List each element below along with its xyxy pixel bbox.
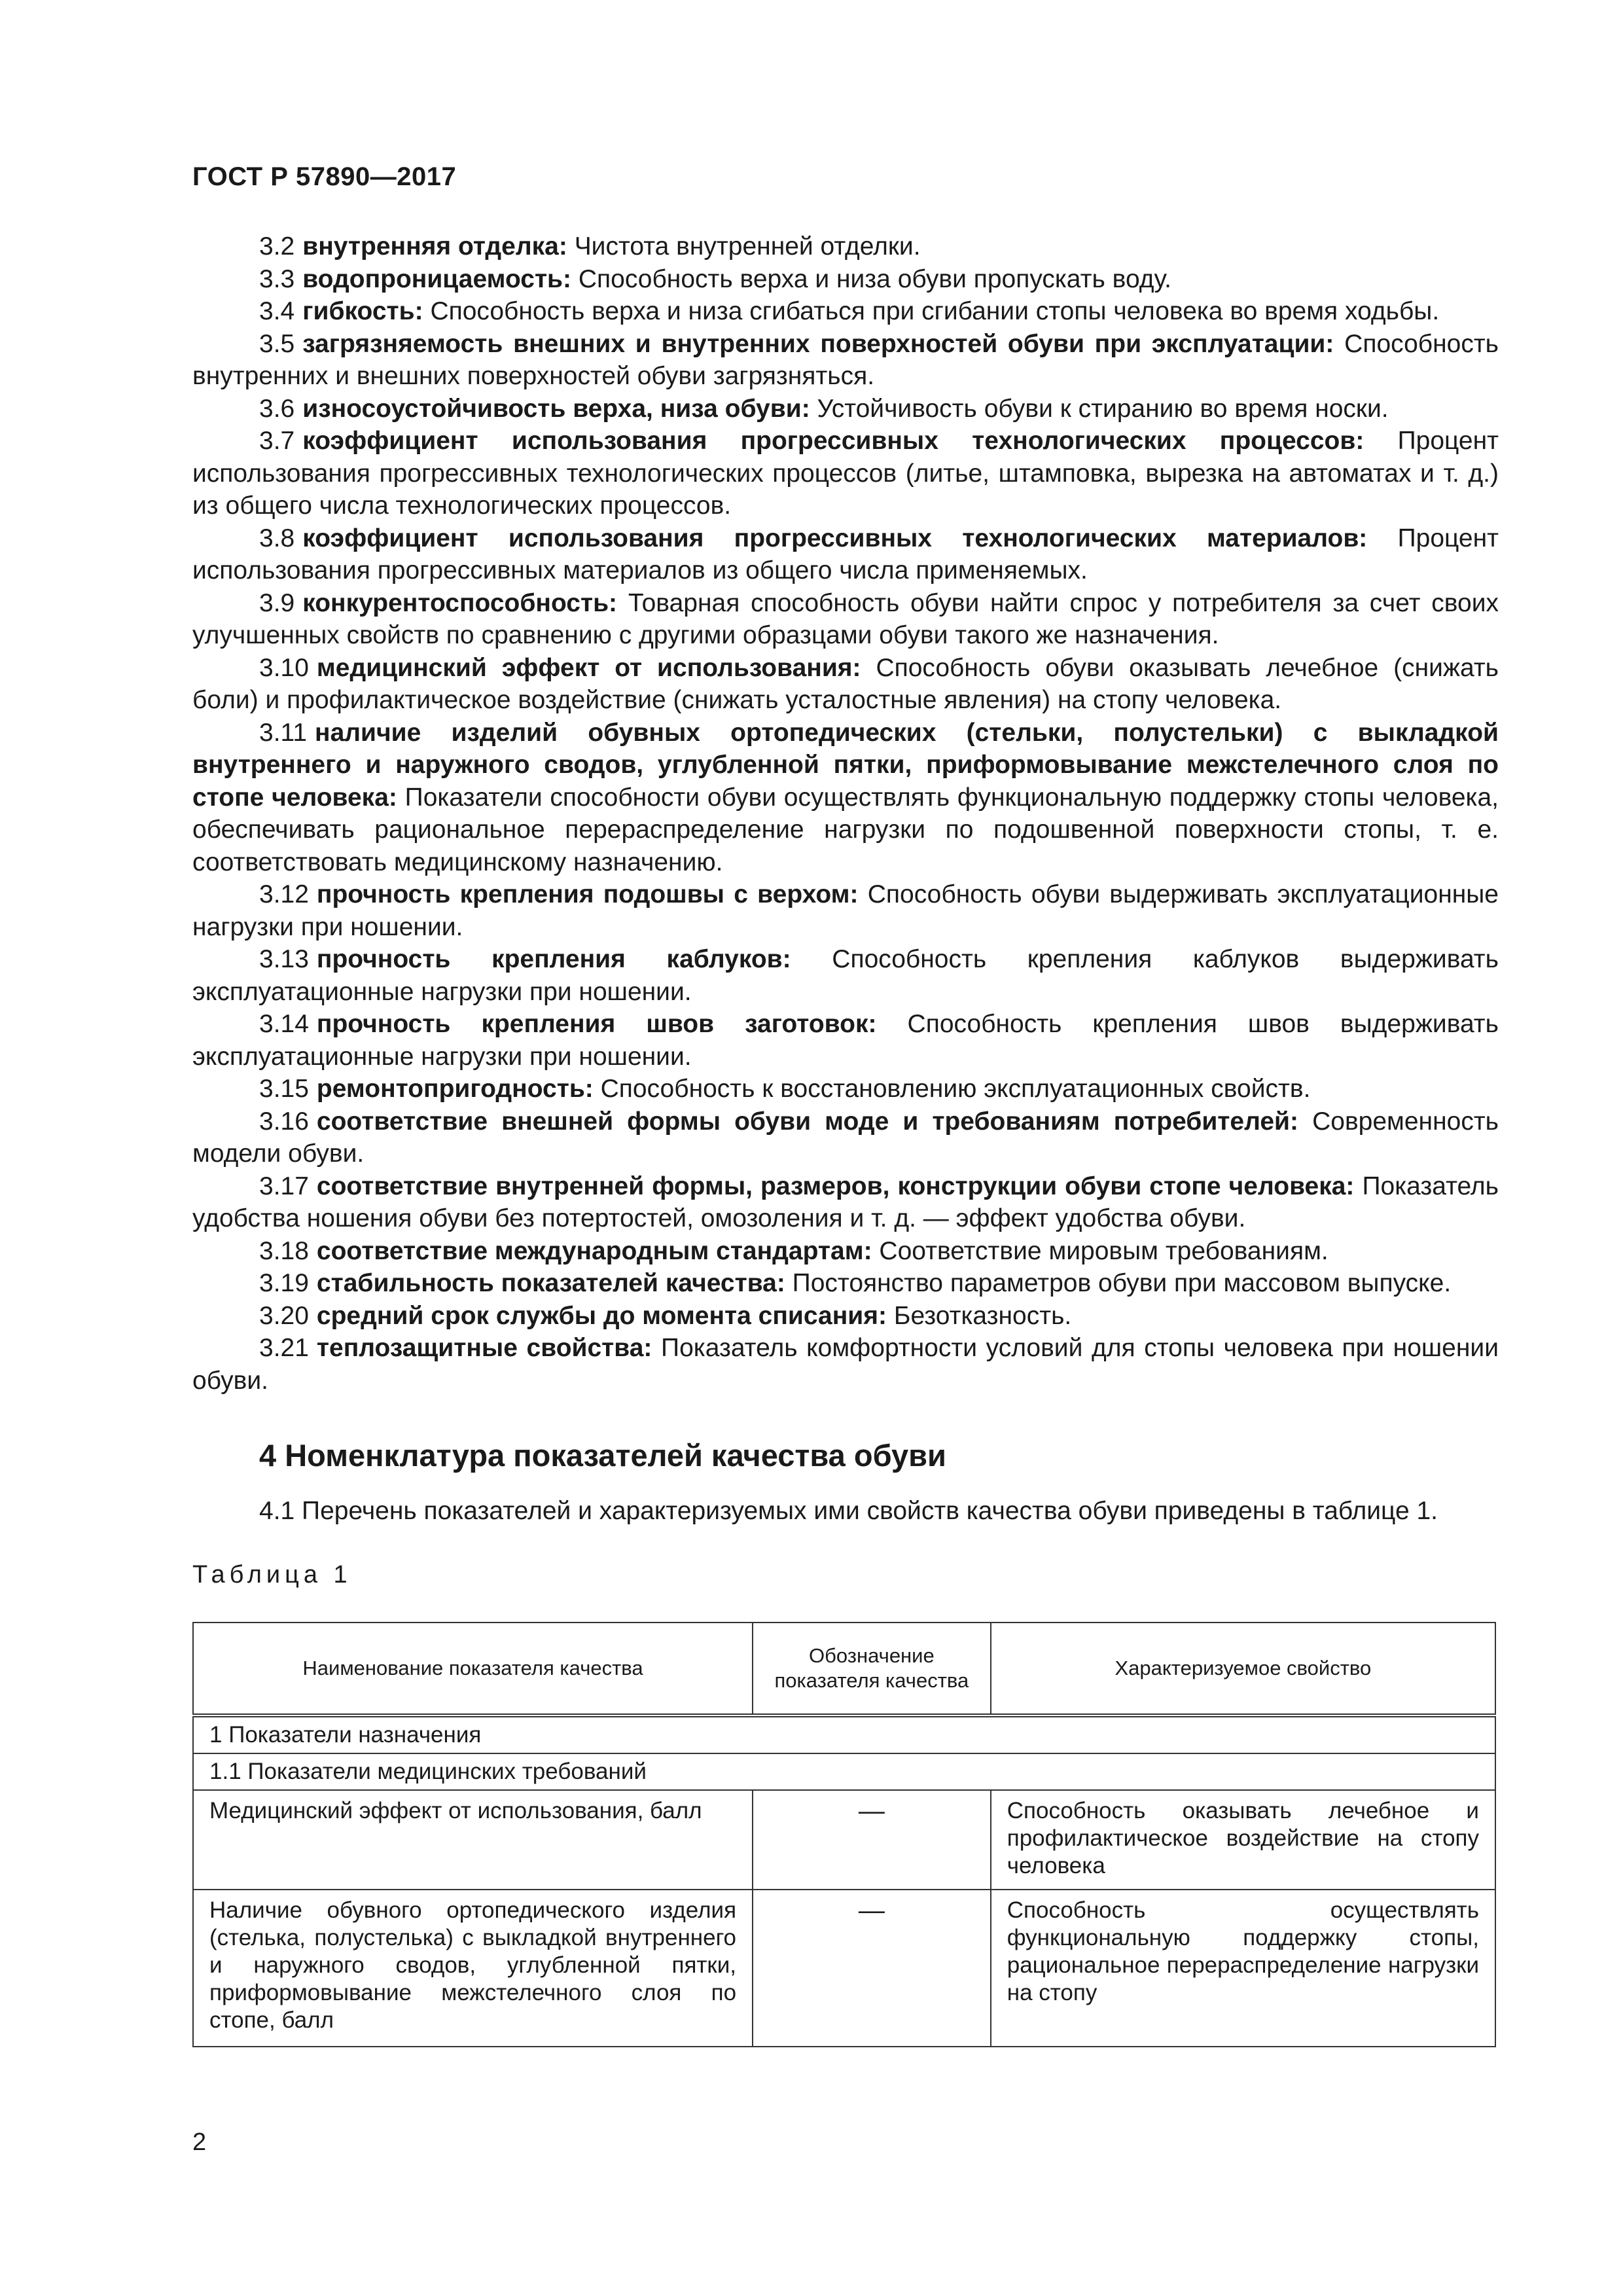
def-number: 3.14	[259, 1010, 309, 1038]
subgroup-label: 1.1 Показатели медицинских требований	[193, 1753, 1495, 1790]
def-text: Соответствие мировым требованиям.	[879, 1236, 1329, 1265]
table-row	[193, 1790, 1495, 1890]
def-number: 3.18	[259, 1236, 309, 1265]
table-group-row	[193, 1715, 1495, 1753]
def-number: 3.9	[259, 588, 295, 617]
def-number: 3.8	[259, 524, 295, 552]
def-number: 3.5	[259, 329, 295, 358]
def-text: Устойчивость обуви к стиранию во время носки.	[817, 394, 1389, 423]
section-4-title: 4 Номенклатура показателей качества обуви	[259, 1438, 946, 1473]
paragraph-4-1: 4.1 Перечень показателей и характеризуемых ими свойств качества обуви приведены в таблице 1.	[259, 1497, 1438, 1525]
def-text: Товарная способность обуви найти спрос у потребителя за счет своих улучшенных свойств по сравнению с другими образцами обуви такого же назначения.	[192, 588, 1499, 649]
def-number: 3.2	[259, 232, 295, 260]
def-text: Способность внутренних и внешних поверхностей обуви загрязняться.	[192, 329, 1499, 390]
definition-3-18	[192, 1235, 1499, 1268]
definition-3-19	[192, 1267, 1499, 1300]
def-text: Способность крепления каблуков выдерживать эксплуатационные нагрузки при ношении.	[192, 945, 1499, 1006]
def-term: соответствие международным стандартам:	[316, 1236, 872, 1265]
definition-3-15	[192, 1073, 1499, 1105]
table-subgroup-row	[193, 1753, 1495, 1790]
definition-3-9	[192, 587, 1499, 652]
def-term: конкурентоспособность:	[302, 588, 618, 617]
definition-3-21	[192, 1332, 1499, 1397]
def-term: коэффициент использования прогрессивных технологических материалов:	[302, 524, 1368, 552]
def-number: 3.12	[259, 880, 309, 908]
column-header-property: Характеризуемое свойство	[991, 1623, 1495, 1715]
quality-indicators-table	[192, 1622, 1496, 2047]
def-term: прочность крепления каблуков:	[316, 945, 791, 973]
definition-3-11	[192, 717, 1499, 879]
definition-3-14	[192, 1008, 1499, 1073]
column-header-name: Наименование показателя качества	[193, 1623, 753, 1715]
def-number: 3.6	[259, 394, 295, 423]
definition-3-13	[192, 943, 1499, 1008]
def-term: теплозащитные свойства:	[316, 1334, 652, 1362]
def-term: загрязняемость внешних и внутренних поверхностей обуви при эксплуатации:	[302, 329, 1334, 358]
def-number: 3.21	[259, 1334, 309, 1362]
definition-3-17	[192, 1170, 1499, 1235]
def-text: Процент использования прогрессивных технологических процессов (литье, штамповка, вырезка на автоматах и т. д.) из общего числа технологических процессов.	[192, 427, 1499, 520]
definition-3-2	[192, 230, 1499, 263]
page-number: 2	[192, 2128, 207, 2156]
table-caption: Таблица 1	[192, 1560, 352, 1588]
def-number: 3.16	[259, 1107, 309, 1136]
definition-3-5	[192, 328, 1499, 393]
definition-3-16	[192, 1105, 1499, 1170]
def-term: стабильность показателей качества:	[316, 1269, 785, 1297]
document-header: ГОСТ Р 57890—2017	[192, 162, 457, 191]
def-number: 3.15	[259, 1075, 309, 1103]
definition-3-6	[192, 393, 1499, 425]
definitions-section	[192, 230, 1499, 1604]
def-text: Постоянство параметров обуви при массовом выпуске.	[792, 1269, 1452, 1297]
cell-designation: —	[753, 1790, 991, 1890]
def-text: Способность обуви выдерживать эксплуатационные нагрузки при ношении.	[192, 880, 1499, 941]
def-number: 3.20	[259, 1301, 309, 1330]
def-number: 3.4	[259, 297, 295, 325]
definition-3-4	[192, 295, 1499, 328]
def-number: 3.7	[259, 427, 295, 455]
def-text: Способность к восстановлению эксплуатационных свойств.	[600, 1075, 1311, 1103]
def-term: соответствие внутренней формы, размеров, конструкции обуви стопе человека:	[316, 1172, 1355, 1200]
def-term: износоустойчивость верха, низа обуви:	[302, 394, 810, 423]
def-term: гибкость:	[302, 297, 423, 325]
cell-designation: —	[753, 1890, 991, 2047]
def-text: Показатель комфортности условий для стопы человека при ношении обуви.	[192, 1334, 1499, 1395]
cell-name: Медицинский эффект от использования, балл	[193, 1790, 753, 1890]
def-term: водопроницаемость:	[302, 264, 572, 293]
def-text: Способность верха и низа сгибаться при сгибании стопы человека во время ходьбы.	[430, 297, 1440, 325]
cell-property: Способность оказывать лечебное и профилактическое воздействие на стопу человека	[991, 1790, 1495, 1890]
def-text: Способность крепления швов выдерживать эксплуатационные нагрузки при ношении.	[192, 1010, 1499, 1071]
def-text: Способность обуви оказывать лечебное (снижать боли) и профилактическое воздействие (снижать усталостные явления) на стопу человека.	[192, 653, 1499, 714]
def-term: соответствие внешней формы обуви моде и требованиям потребителей:	[316, 1107, 1299, 1136]
cell-name: Наличие обувного ортопедического изделия (стелька, полустелька) с выкладкой внутреннего и наружного сводов, углубленной пятки, приформовывание межстелечного слоя по стопе, балл	[193, 1890, 753, 2047]
definition-3-12	[192, 878, 1499, 943]
def-term: прочность крепления подошвы с верхом:	[316, 880, 859, 908]
def-text: Процент использования прогрессивных материалов из общего числа применяемых.	[192, 524, 1499, 584]
def-term: внутренняя отделка:	[302, 232, 567, 260]
def-term: наличие изделий обувных ортопедических (стельки, полустельки) с выкладкой внутреннего и наружного сводов, углубленной пятки, приформовывание межстелечного слоя по стопе человека:	[192, 718, 1499, 812]
def-number: 3.10	[259, 653, 309, 682]
definition-3-20	[192, 1300, 1499, 1333]
def-term: коэффициент использования прогрессивных технологических процессов:	[302, 427, 1364, 455]
def-text: Показатели способности обуви осуществлять функциональную поддержку стопы человека, обеспечивать рациональное перераспределение нагрузки по подошвенной поверхности стопы, т. е. соответствовать медицинскому назначению.	[192, 783, 1499, 876]
cell-property: Способность осуществлять функциональную поддержку стопы, рациональное перераспределение нагрузки на стопу	[991, 1890, 1495, 2047]
definition-3-8	[192, 522, 1499, 587]
def-text: Способность верха и низа обуви пропускать воду.	[578, 264, 1171, 293]
def-term: ремонтопригодность:	[316, 1075, 594, 1103]
table-row	[193, 1890, 1495, 2047]
definition-3-10	[192, 652, 1499, 717]
def-number: 3.11	[259, 718, 308, 747]
def-number: 3.19	[259, 1269, 309, 1297]
def-term: прочность крепления швов заготовок:	[316, 1010, 877, 1038]
def-text: Показатель удобства ношения обуви без потертостей, омозоления и т. д. — эффект удобства обуви.	[192, 1172, 1499, 1232]
def-text: Современность модели обуви.	[192, 1107, 1499, 1168]
def-term: медицинский эффект от использования:	[316, 653, 861, 682]
def-number: 3.17	[259, 1172, 309, 1200]
def-term: средний срок службы до момента списания:	[316, 1301, 887, 1330]
table-header-row	[193, 1623, 1495, 1715]
def-number: 3.3	[259, 264, 295, 293]
def-number: 3.13	[259, 945, 309, 973]
group-label: 1 Показатели назначения	[193, 1715, 1495, 1753]
definition-3-7	[192, 425, 1499, 522]
definition-3-3	[192, 263, 1499, 296]
def-text: Чистота внутренней отделки.	[574, 232, 921, 260]
column-header-designation: Обозначение показателя качества	[753, 1623, 991, 1715]
def-text: Безотказность.	[893, 1301, 1072, 1330]
